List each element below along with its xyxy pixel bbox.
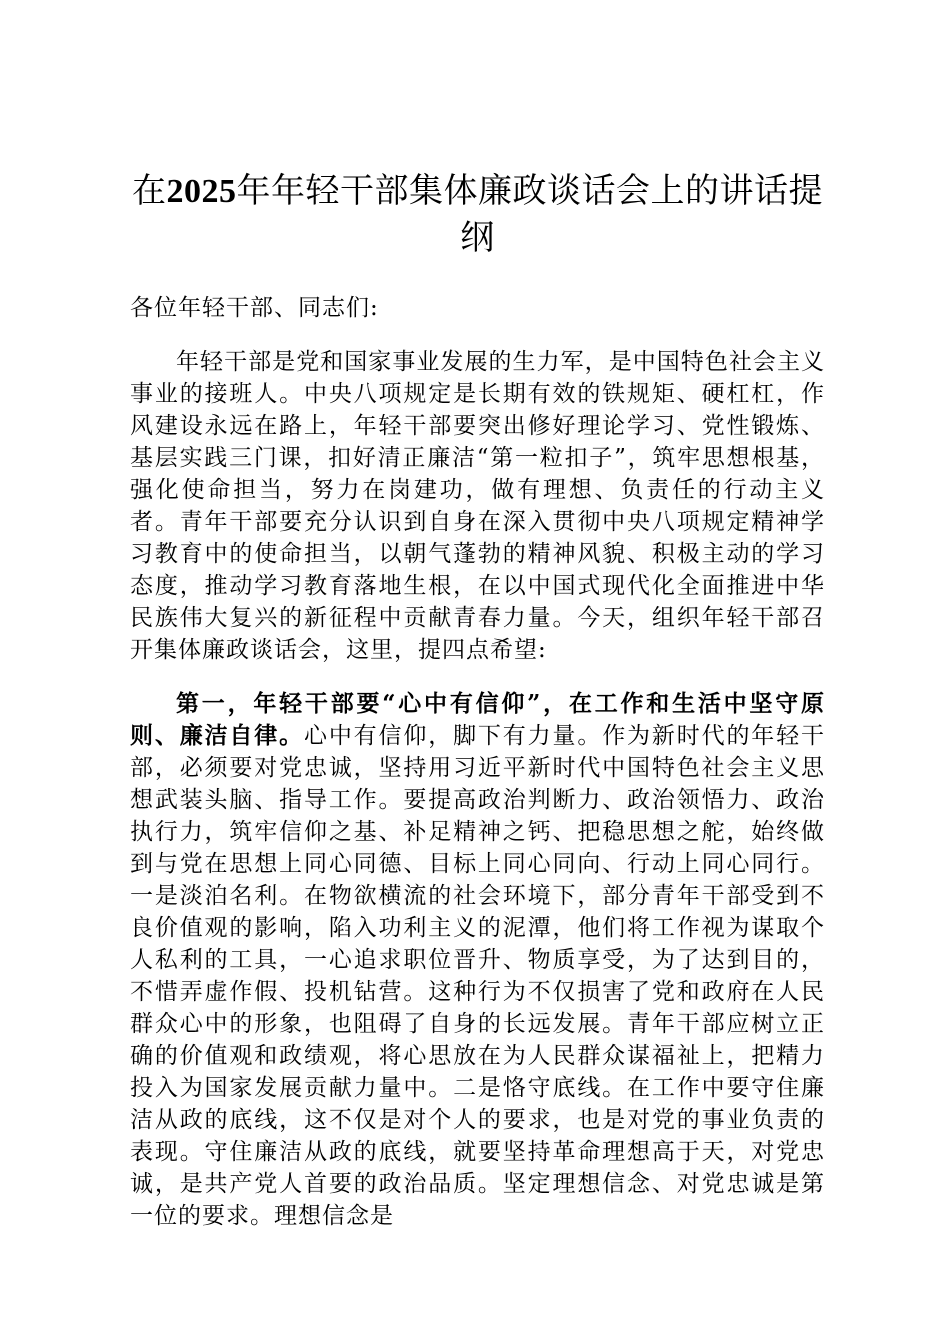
paragraph-first-point (130, 688, 825, 1232)
title-suffix: 年年轻干部集体廉政谈话会上的讲话提纲 (236, 171, 823, 258)
title-prefix: 在 (132, 171, 167, 211)
paragraph-intro: 年轻干部是党和国家事业发展的生力军，是中国特色社会主义事业的接班人。中央八项规定是长期有效的铁规矩、硬杠杠，作风建设永远在路上，年轻干部要突出修好理论学习、党性锻炼、基层实践三门课，扣好清正廉洁“第一粒扣子”，筑牢思想根基，强化使命担当，努力在岗建功，做有理想、负责任的行动主义者。青年干部要充分认识到自身在深入贯彻中央八项规定精神学习教育中的使命担当，以朝气蓬勃的精神风貌、积极主动的学习态度，推动学习教育落地生根，在以中国式现代化全面推进中华民族伟大复兴的新征程中贡献青春力量。今天，组织年轻干部召开集体廉政谈话会，这里，提四点希望: (130, 349, 825, 663)
document-title (130, 168, 825, 262)
paragraph-lead-heading: 第一，年轻干部要“心中有信仰”，在工作和生活中坚守原则、廉洁自律。 (130, 690, 825, 749)
document-page (130, 168, 825, 1232)
salutation: 各位年轻干部、同志们: (130, 295, 379, 321)
paragraph-body-text: 心中有信仰，脚下有力量。作为新时代的年轻干部，必须要对党忠诚，坚持用习近平新时代中国特色社会主义思想武装头脑、指导工作。要提高政治判断力、政治领悟力、政治执行力，筑牢信仰之基、补足精神之钙、把稳思想之舵，始终做到与党在思想上同心同德、目标上同心同向、行动上同心同行。一是淡泊名利。在物欲横流的社会环境下，部分青年干部受到不良价值观的影响，陷入功利主义的泥潭，他们将工作视为谋取个人私利的工具，一心追求职位晋升、物质享受，为了达到目的，不惜弄虚作假、投机钻营。这种行为不仅损害了党和政府在人民群众心中的形象，也阻碍了自身的长远发展。青年干部应树立正确的价值观和政绩观，将心思放在为人民群众谋福祉上，把精力投入为国家发展贡献力量中。二是恪守底线。在工作中要守住廉洁从政的底线，这不仅是对个人的要求，也是对党的事业负责的表现。守住廉洁从政的底线，就要坚持革命理想高于天，对党忠诚，是共产党人首要的政治品质。坚定理想信念、对党忠诚是第一位的要求。理想信念是 (130, 723, 826, 1229)
title-year: 2025 (166, 173, 237, 210)
